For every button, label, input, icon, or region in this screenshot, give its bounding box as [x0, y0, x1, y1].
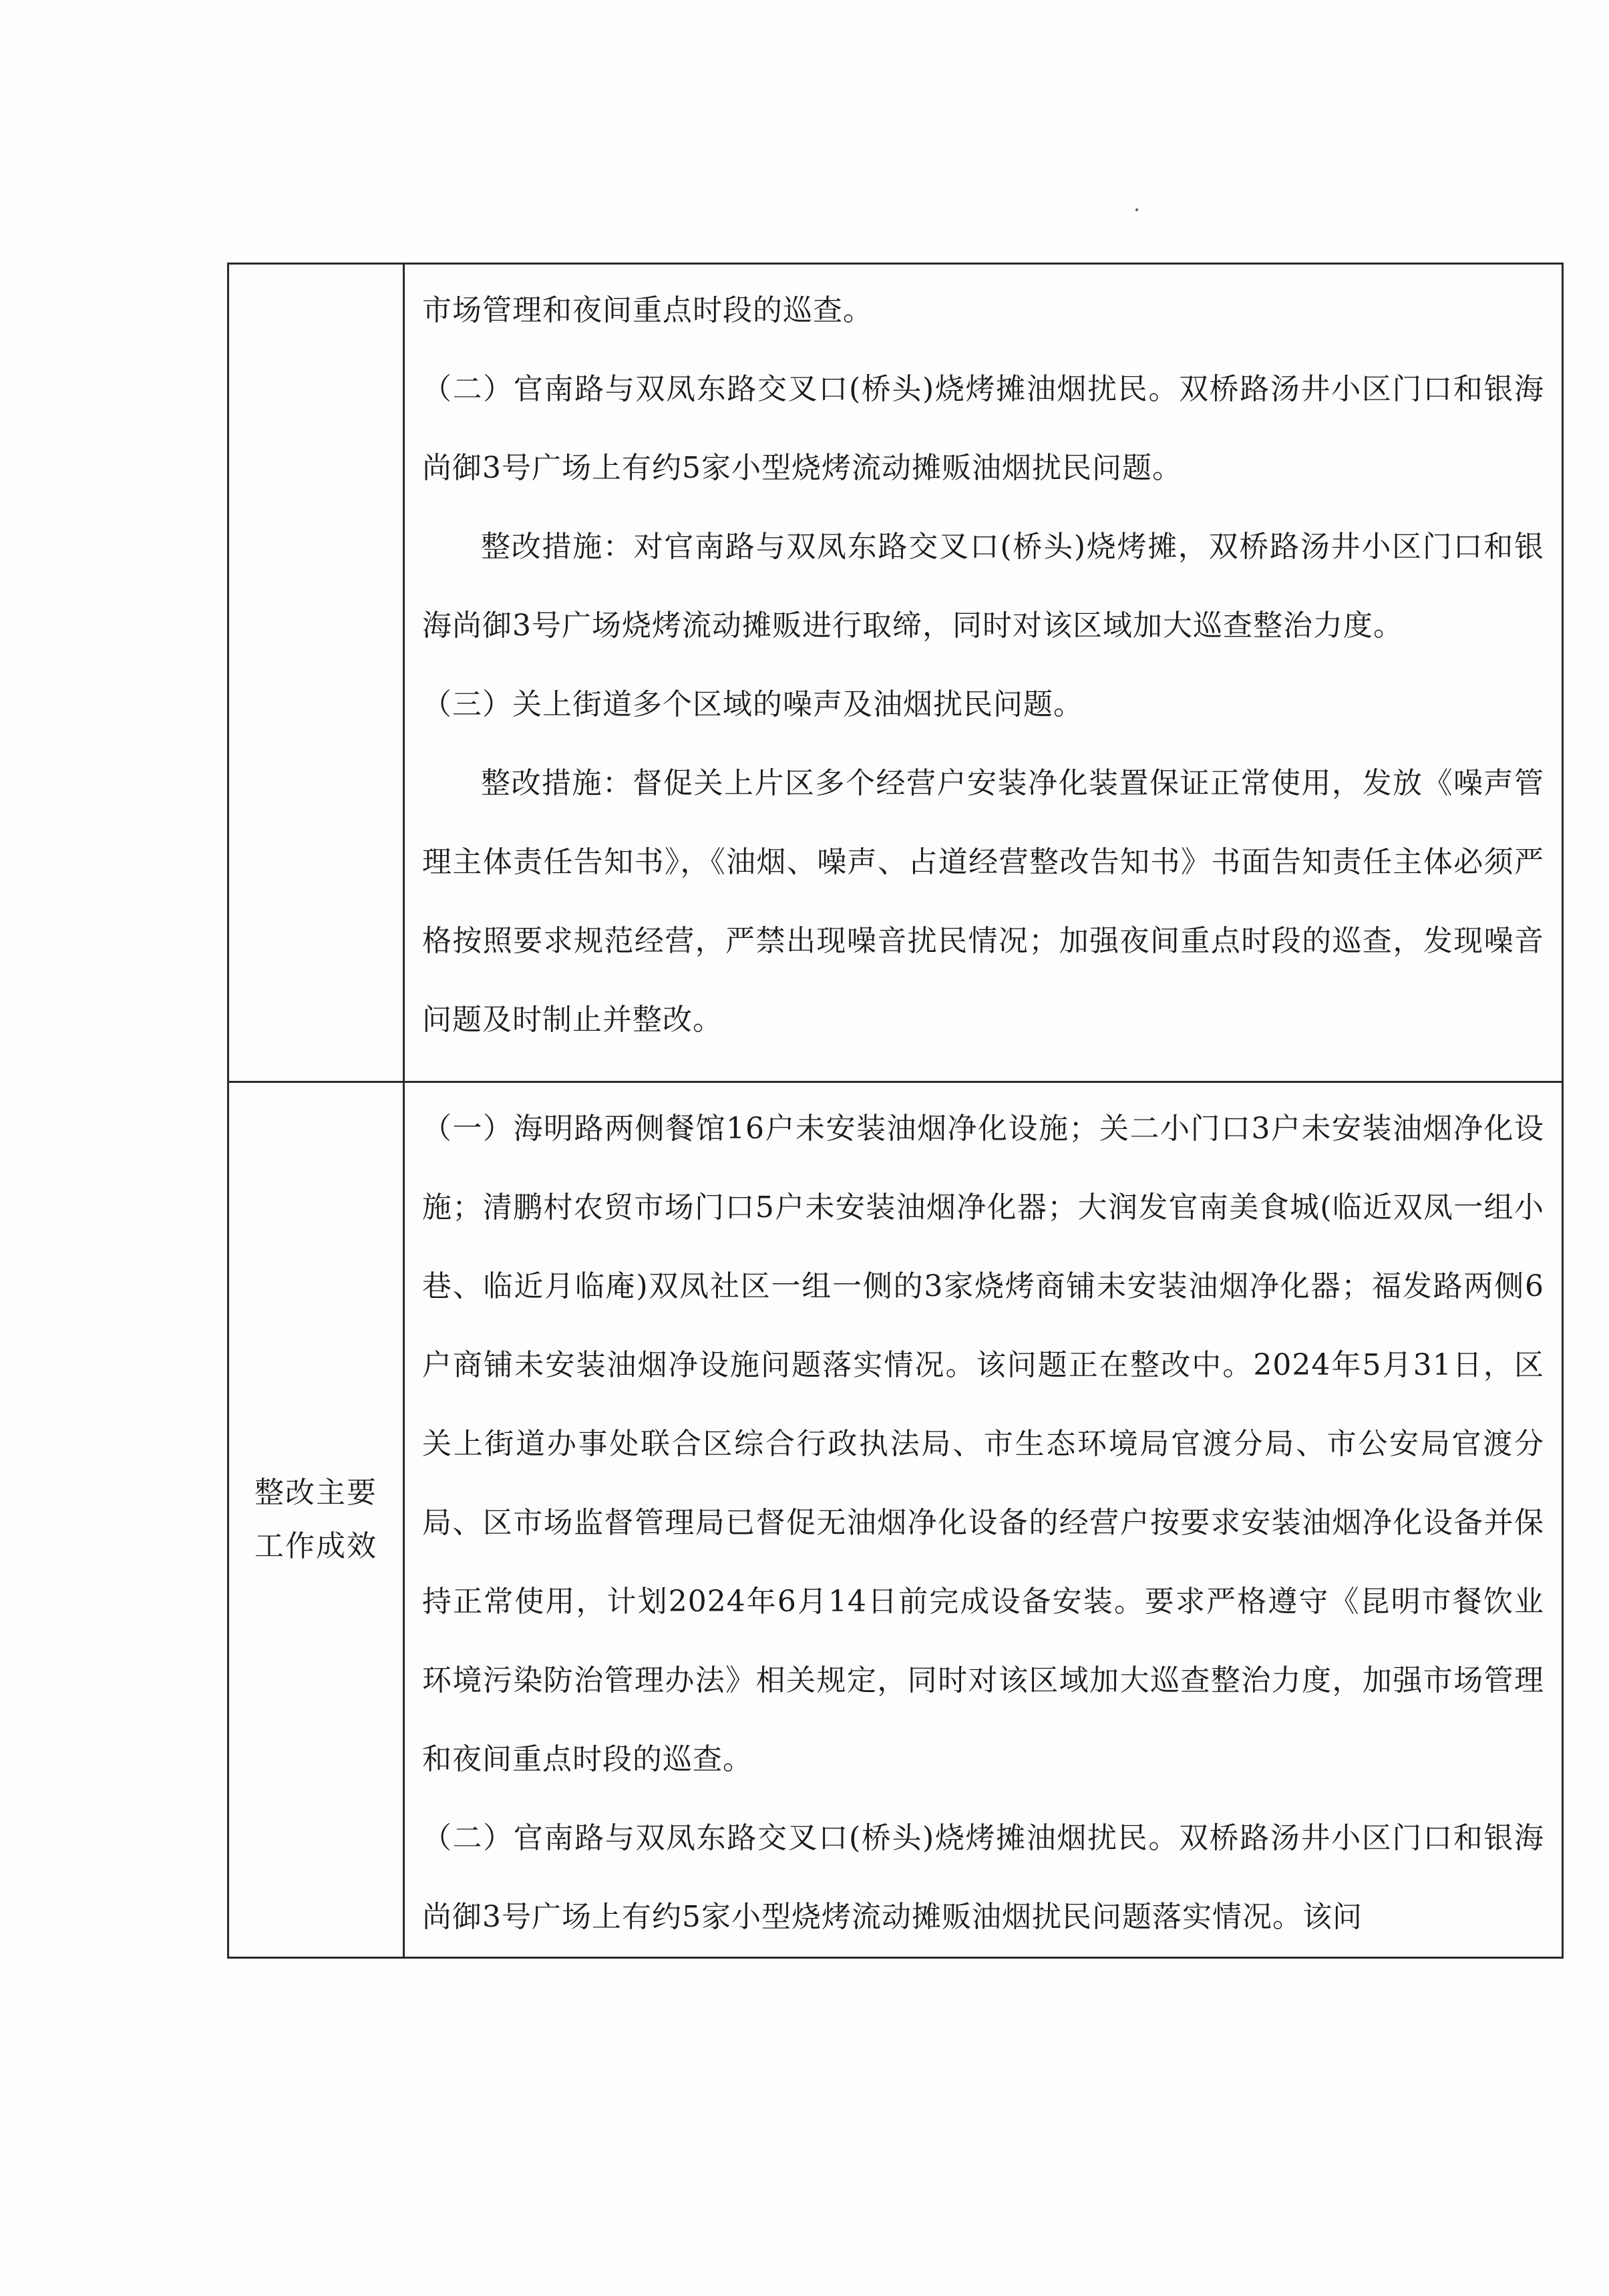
paragraph: 整改措施：对官南路与双凤东路交叉口(桥头)烧烤摊，双桥路汤井小区门口和银海尚御3号广场烧烤流动摊贩进行取缔，同时对该区域加大巡查整治力度。 — [422, 530, 1544, 643]
paragraph: 整改措施：督促关上片区多个经营户安装净化装置保证正常使用，发放《噪声管理主体责任告知书》，《油烟、噪声、占道经营整改告知书》书面告知责任主体必须严格按照要求规范经营，严禁出现噪音扰民情况；加强夜间重点时段的巡查，发现噪音问题及时制止并整改。 — [422, 766, 1544, 1037]
scan-speck — [1135, 208, 1138, 211]
table-row — [228, 1082, 1563, 1958]
row-label-line: 整改主要 — [254, 1476, 377, 1510]
row-content — [405, 1083, 1562, 1957]
row-label-cell — [228, 264, 404, 1082]
row-content — [405, 265, 1562, 1059]
paragraph: （一）海明路两侧餐馆16户未安装油烟净化设施；关二小门口3户未安装油烟净化设施；清鹏村农贸市场门口5户未安装油烟净化器；大润发官南美食城(临近双凤一组小巷、临近月临庵)双凤社区一组一侧的3家烧烤商铺未安装油烟净化器；福发路两侧6户商铺未安装油烟净设施问题落实情况。该问题正在整改中。2024年5月31日，区关上街道办事处联合区综合行政执法局、市生态环境局官渡分局、市公安局官渡分局、区市场监督管理局已督促无油烟净化设备的经营户按要求安装油烟净化设备并保持正常使用，计划2024年6月14日前完成设备安装。要求严格遵守《昆明市餐饮业环境污染防治管理办法》相关规定，同时对该区域加大巡查整治力度，加强市场管理和夜间重点时段的巡查。 — [422, 1112, 1544, 1776]
row-label-line: 工作成效 — [254, 1529, 377, 1563]
rectification-table — [227, 263, 1564, 1959]
row-label-cell — [228, 1082, 404, 1958]
paragraph: （二）官南路与双凤东路交叉口(桥头)烧烤摊油烟扰民。双桥路汤井小区门口和银海尚御3号广场上有约5家小型烧烤流动摊贩油烟扰民问题。 — [422, 372, 1544, 485]
paragraph: 市场管理和夜间重点时段的巡查。 — [422, 293, 873, 327]
row-content-cell — [404, 264, 1563, 1082]
paragraph: （二）官南路与双凤东路交叉口(桥头)烧烤摊油烟扰民。双桥路汤井小区门口和银海尚御3号广场上有约5家小型烧烤流动摊贩油烟扰民问题落实情况。该问 — [422, 1821, 1544, 1934]
paragraph: （三）关上街道多个区域的噪声及油烟扰民问题。 — [422, 687, 1083, 721]
row-content-cell — [404, 1082, 1563, 1958]
table-row — [228, 264, 1563, 1082]
